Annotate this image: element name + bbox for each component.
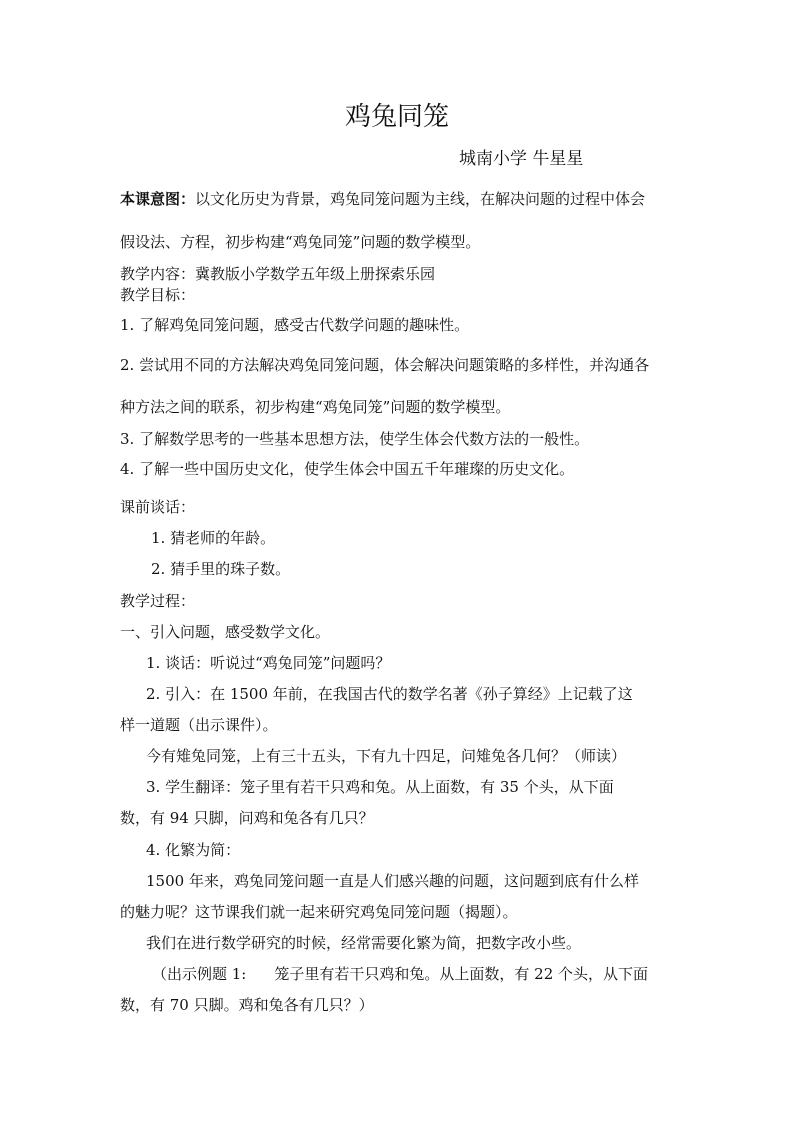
content-line: 教学内容：冀教版小学数学五年级上册探索乐园 (120, 265, 436, 283)
goal-2-line-2: 种方法之间的联系，初步构建“鸡兔同笼”问题的数学模型。 (120, 398, 511, 416)
example-line-1 (152, 964, 648, 984)
intent-line-1 (120, 189, 645, 209)
goals-heading: 教学目标： (120, 286, 196, 304)
page-title: 鸡兔同笼 (344, 102, 449, 132)
paragraph-1-line-2: 的魅力呢？这节课我们就一起来研究鸡兔同笼问题（揭题）。 (120, 903, 518, 921)
pretalk-item-2: 2. 猜手里的珠子数。 (151, 560, 291, 578)
step-4: 4. 化繁为简： (146, 841, 241, 859)
pretalk-item-1: 1. 猜老师的年龄。 (151, 529, 276, 547)
step-1: 1. 谈话：听说过“鸡兔同笼”问题吗？ (146, 654, 391, 672)
goal-4: 4. 了解一些中国历史文化，使学生体会中国五千年璀璨的历史文化。 (120, 460, 575, 478)
ancient-quote: 今有雉兔同笼，上有三十五头，下有九十四足，问雉兔各几何？（师读） (146, 747, 627, 765)
step-3-line-1: 3. 学生翻译：笼子里有若干只鸡和兔。从上面数，有 35 个头，从下面 (146, 778, 614, 796)
step-2-line-1: 2. 引入：在 1500 年前，在我国古代的数学名著《孙子算经》上记载了这 (146, 685, 633, 703)
intent-text: 以文化历史为背景，鸡兔同笼问题为主线，在解决问题的过程中体会 (195, 190, 646, 208)
goal-1: 1. 了解鸡兔同笼问题，感受古代数学问题的趣味性。 (120, 316, 470, 334)
goal-2-line-1: 2. 尝试用不同的方法解决鸡兔同笼问题，体会解决问题策略的多样性，并沟通各 (120, 356, 650, 374)
author-line: 城南小学 牛星星 (459, 149, 584, 169)
goal-3: 3. 了解数学思考的一些基本思想方法，使学生体会代数方法的一般性。 (120, 430, 590, 448)
section-1-heading: 一、引入问题，感受数学文化。 (120, 623, 331, 641)
pretalk-heading: 课前谈话： (120, 498, 196, 516)
paragraph-2: 我们在进行数学研究的时候，经常需要化繁为简，把数字改小些。 (146, 934, 582, 952)
example-line-2: 数，有 70 只脚。鸡和兔各有几只？） (120, 996, 374, 1014)
paragraph-1-line-1: 1500 年来，鸡兔同笼问题一直是人们感兴趣的问题，这问题到底有什么样 (146, 872, 639, 890)
process-heading: 教学过程： (120, 592, 196, 610)
intent-line-2: 假设法、方程，初步构建“鸡兔同笼”问题的数学模型。 (120, 233, 481, 251)
intent-label: 本课意图： (120, 190, 196, 208)
step-3-line-2: 数，有 94 只脚，问鸡和兔各有几只？ (120, 809, 374, 827)
step-2-line-2: 样一道题（出示课件）。 (120, 716, 278, 734)
example-label: （出示例题 1: (152, 965, 247, 983)
example-text: 笼子里有若干只鸡和兔。从上面数，有 22 个头，从下面 (274, 965, 649, 983)
